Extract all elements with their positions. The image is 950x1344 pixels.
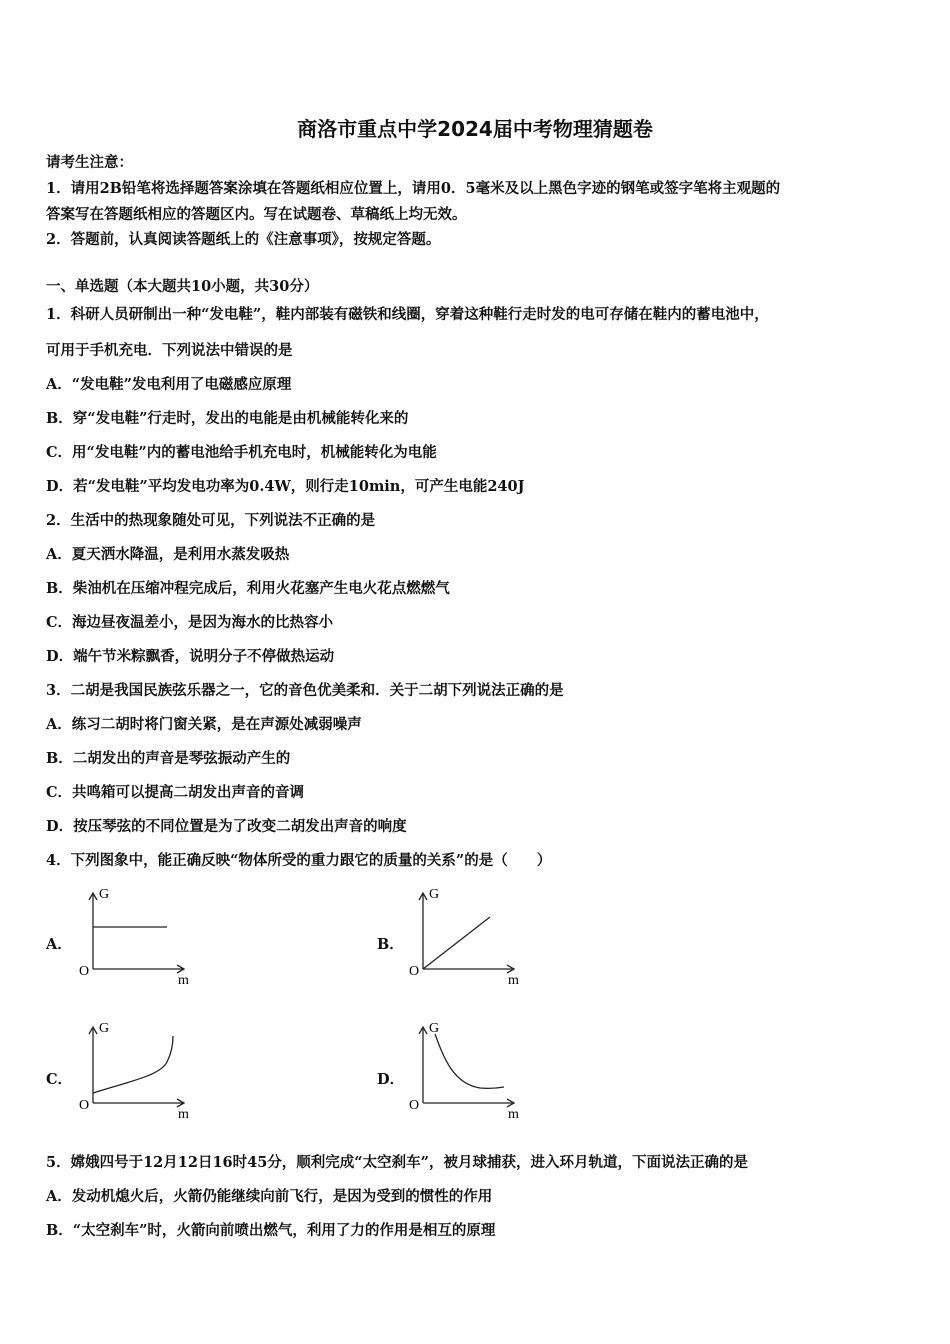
q4-graph-b	[402, 880, 532, 990]
q3-option-c: C．共鸣箱可以提高二胡发出声音的音调	[46, 784, 305, 801]
decreasing-curve	[435, 1034, 504, 1088]
q2-option-a: A．夏天洒水降温，是利用水蒸发吸热	[46, 546, 290, 563]
q3-option-a: A．练习二胡时将门窗关紧，是在声源处减弱噪声	[46, 716, 362, 733]
x-axis-label: m	[178, 1107, 189, 1122]
q1-option-a: A．“发电鞋”发电利用了电磁感应原理	[46, 376, 292, 393]
q2-option-d: D．端午节米粽飘香，说明分子不停做热运动	[46, 648, 335, 665]
section-heading: 一、单选题（本大题共10小题，共30分）	[46, 278, 319, 295]
q1-option-d: D．若“发电鞋”平均发电功率为0.4W，则行走10min，可产生电能240J	[46, 478, 525, 495]
x-axis-label: m	[178, 973, 189, 988]
origin-label: O	[79, 964, 90, 979]
q2-stem: 2．生活中的热现象随处可见，下列说法不正确的是	[46, 512, 376, 529]
notice-item-1-line-2: 答案写在答题纸相应的答题区内。写在试题卷、草稿纸上均无效。	[46, 206, 467, 223]
q4-option-c-label: C．	[46, 1071, 73, 1088]
q1-option-c: C．用“发电鞋”内的蓄电池给手机充电时，机械能转化为电能	[46, 444, 437, 461]
notice-item-2: 2．答题前，认真阅读答题纸上的《注意事项》，按规定答题。	[46, 231, 441, 248]
notice-item-1-line-1: 1．请用2B铅笔将选择题答案涂填在答题纸相应位置上，请用0．5毫米及以上黑色字迹的钢笔或签字笔将主观题的	[46, 180, 781, 197]
q4-graph-a	[72, 880, 202, 990]
q4-option-b-label: B．	[377, 936, 404, 953]
y-axis-label: G	[429, 1021, 440, 1036]
origin-label: O	[409, 1098, 420, 1113]
q1-option-b: B．穿“发电鞋”行走时，发出的电能是由机械能转化来的	[46, 410, 409, 427]
q4-stem: 4．下列图象中，能正确反映“物体所受的重力跟它的质量的关系”的是（ ）	[46, 852, 552, 869]
increasing-curve	[93, 1036, 173, 1093]
q2-option-b: B．柴油机在压缩冲程完成后，利用火花塞产生电火花点燃燃气	[46, 580, 450, 597]
q4-option-a-label: A．	[46, 936, 72, 953]
notice-heading: 请考生注意：	[46, 154, 133, 171]
origin-label: O	[79, 1098, 90, 1113]
q1-stem-line-1: 1．科研人员研制出一种“发电鞋”，鞋内部装有磁铁和线圈，穿着这种鞋行走时发的电可存储在鞋内的蓄电池中，	[46, 306, 769, 323]
x-axis-label: m	[508, 1107, 519, 1122]
q5-stem: 5．嫦娥四号于12月12日16时45分，顺利完成“太空刹车”，被月球捕获，进入环月轨道，下面说法正确的是	[46, 1154, 748, 1171]
y-axis-label: G	[99, 887, 110, 902]
proportional-line	[423, 917, 490, 969]
q5-option-b: B．“太空刹车”时，火箭向前喷出燃气，利用了力的作用是相互的原理	[46, 1222, 496, 1239]
q3-stem: 3．二胡是我国民族弦乐器之一，它的音色优美柔和．关于二胡下列说法正确的是	[46, 682, 564, 699]
q1-stem-line-2: 可用于手机充电．下列说法中错误的是	[46, 342, 293, 359]
x-axis-label: m	[508, 973, 519, 988]
q3-option-d: D．按压琴弦的不同位置是为了改变二胡发出声音的响度	[46, 818, 407, 835]
y-axis-label: G	[429, 887, 440, 902]
q3-option-b: B．二胡发出的声音是琴弦振动产生的	[46, 750, 291, 767]
y-axis-label: G	[99, 1021, 110, 1036]
q2-option-c: C．海边昼夜温差小，是因为海水的比热容小	[46, 614, 334, 631]
q4-option-d-label: D．	[377, 1071, 405, 1088]
q4-graph-c	[72, 1014, 202, 1124]
q5-option-a: A．发动机熄火后，火箭仍能继续向前飞行，是因为受到的惯性的作用	[46, 1188, 493, 1205]
page-title: 商洛市重点中学2024届中考物理猜题卷	[297, 117, 653, 141]
q4-graph-d	[402, 1014, 532, 1124]
origin-label: O	[409, 964, 420, 979]
